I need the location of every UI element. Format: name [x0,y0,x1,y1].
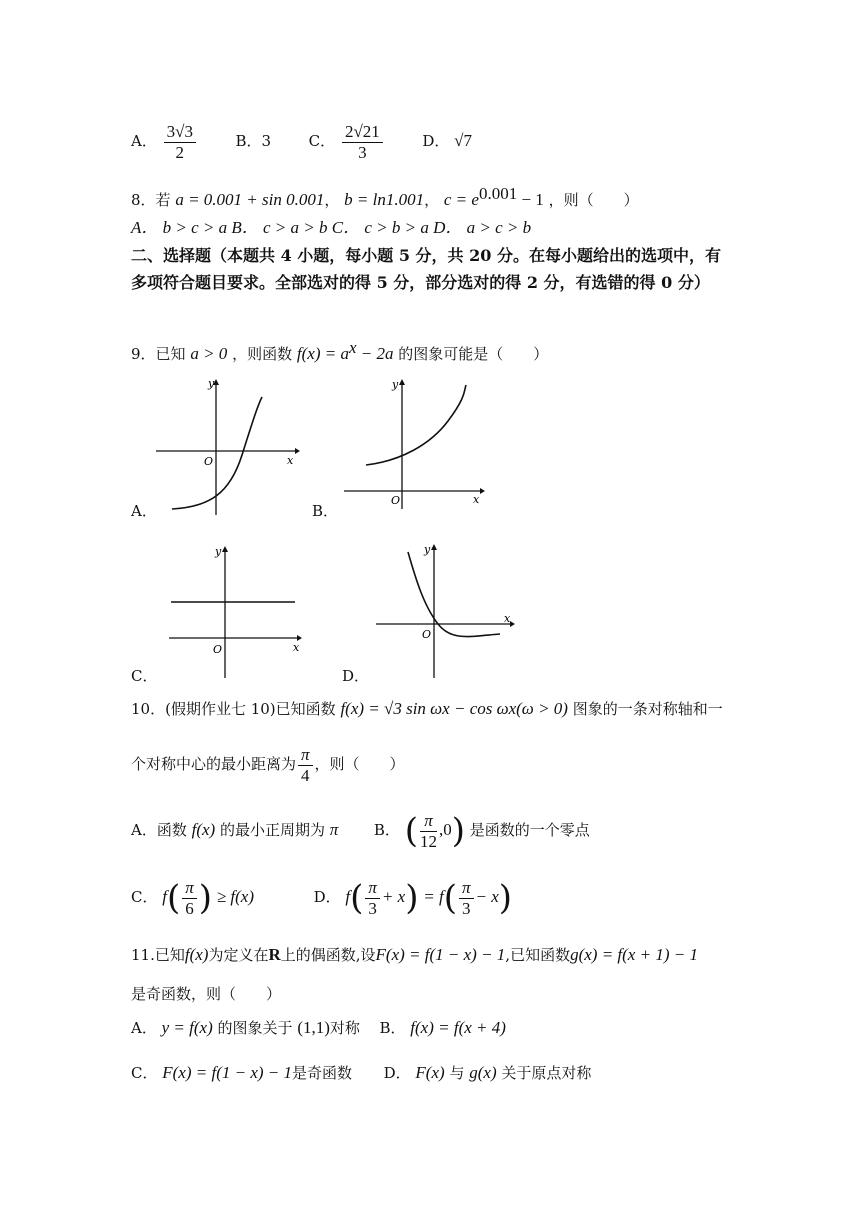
q7-option-c-denominator: 3 [358,142,367,162]
q7-option-a-numerator: 3√3 [164,122,196,143]
q10-option-b: B． [373,821,400,839]
q9-label-c: C． [131,667,158,685]
q11-option-a-point: (1,1) [297,1018,330,1037]
q11-option-c-expr: F(x) = f(1 − x) − 1 [162,1063,293,1082]
q11-options-cd [131,1062,591,1084]
q10-stem-line2 [131,742,405,786]
q7-option-c-numerator: 2√21 [342,122,383,143]
q11-option-d-mid: 与 [449,1064,465,1082]
q9-b-axis-x: x [473,493,480,506]
q9-label-d: D． [342,667,370,685]
q9-b-origin: O [391,494,401,507]
q10-options-cd: C． f( $\frac{\pi}{6}$ ) ≥ f(x) D． f( $\frac{\pi}{3}$ + x) = f( $\frac{\pi}{3}$ − x) [131,877,513,918]
q9-stem-prefix: 9．已知 [131,345,186,363]
q11-option-d-expr1: F(x) [415,1063,445,1082]
q11-option-b-expr: f(x) = f(x + 4) [410,1018,506,1037]
q8-a-expr: a = 0.001 + sin 0.001 [175,190,325,209]
q9-graph-a [150,375,300,515]
q10-option-c-fraction [182,878,197,919]
q8-stem: 8．若 a = 0.001 + sin 0.001， b = ln1.001， $c = e^{0.001} - 1$ ，则（ ） [131,184,639,209]
q10-function: f(x) = √3 sin ωx − cos ωx(ω > 0) [340,699,568,718]
q10-stem-prefix: 10．(假期作业七 10)已知函数 [131,700,336,718]
q8-c-exponent: 0.001 [478,184,518,203]
q10-stem [131,698,723,720]
q10-option-d-fraction-1 [365,878,380,919]
q11-option-d-expr2: g(x) [469,1063,497,1082]
q10-option-a-f: f(x) [191,820,216,839]
q10-option-c-pi: π [182,878,197,899]
q10-option-b-post: 是函数的一个零点 [469,821,590,839]
q9-a-axis-y: y [208,377,215,390]
q11-option-d: D． [383,1064,411,1082]
q9-c-axis-y: y [215,545,222,558]
q11-options-ab [131,1017,506,1039]
q9-b-axis-y: y [392,378,399,391]
q7-option-a-fraction [164,122,196,163]
q10-option-c: C． [131,888,158,906]
q10-option-a-pi: π [329,820,339,839]
q11-mid2: 上的偶函数,设 [280,946,376,964]
q9-d-origin: O [422,628,432,641]
q9-a-origin: O [204,455,214,468]
q7-options [131,118,472,164]
q11-g-def: g(x) = f(x + 1) − 1 [570,945,698,964]
q8-c-expr: c = e [443,190,479,209]
q9-d-axis-x: x [504,612,511,625]
q7-option-a-denominator: 2 [175,142,185,162]
q10-option-d-minus: − x [475,887,499,906]
q10-option-c-f: f [162,887,167,906]
q10-option-c-post: ≥ f(x) [216,887,255,906]
q8-b-expr: b = ln1.001 [344,190,425,209]
q11-option-a-end: 对称 [329,1019,360,1037]
q10-options-ab: A．函数 f(x) 的最小正周期为 π B． ( $\frac{\pi}{12}$ ,0) 是函数的一个零点 [131,810,590,851]
q9-graph-d [372,540,522,680]
q9-stem-mid: ，则函数 [232,345,293,363]
q11-stem [131,944,698,966]
q11-stem-pre: 11.已知 [131,946,185,964]
q7-option-a-label: A． [131,132,157,150]
q10-option-b-pi: π [420,811,437,832]
q11-option-a: A． [131,1019,157,1037]
q10-option-d: D． [313,888,341,906]
q9-label-a: A． [131,502,157,520]
q8-stem-suffix: ，则（ ） [548,191,639,209]
q10-stem-mid: 图象的一条对称轴和一 [572,700,723,718]
q11-option-d-post: 关于原点对称 [501,1064,592,1082]
q10-option-b-twelve: 12 [419,831,437,851]
q9-label-b: B． [312,502,339,520]
q7-option-d-label: D． [422,132,450,150]
q10-option-d-three-1: 3 [368,898,377,918]
q11-f: f(x) [184,945,209,964]
q9-stem-suffix: 的图象可能是（ ） [398,345,549,363]
q9-graph-b [340,375,490,515]
q9-stem [131,337,548,365]
q11-option-b: B． [379,1019,406,1037]
q10-option-d-plus: + x [381,887,406,906]
q10-pi-over-4 [298,745,313,786]
q10-line2-post: ，则（ ） [314,755,405,773]
q7-option-b: B．3 [235,132,272,150]
q10-option-d-f: f [345,887,351,906]
q11-mid3: ,已知函数 [505,946,571,964]
q8-stem-prefix: 8．若 [131,191,171,209]
q10-option-d-pi-2: π [459,878,474,899]
q11-option-a-expr: y = f(x) [161,1018,213,1037]
q8-options: A． b > c > a B． c > a > b C． c > b > a D． a > c > b [131,218,532,237]
q9-condition: a > 0 [190,344,228,363]
q7-option-d-value: √7 [454,131,472,150]
q8-c-expr-post: − 1 [517,190,544,209]
q9-function-post: − 2a [356,344,394,363]
q10-option-a-post: 的最小正周期为 [220,821,326,839]
q10-option-b-zero: ,0 [438,820,452,839]
q9-c-axis-x: x [293,641,300,654]
q9-d-axis-y: y [424,543,431,556]
q7-option-c-fraction [342,122,383,163]
q9-function: f(x) = a [296,344,349,363]
q10-option-b-fraction [420,811,437,852]
q7-option-c-label: C． [308,132,336,150]
q11-F-def: F(x) = f(1 − x) − 1 [375,945,506,964]
q9-a-axis-x: x [287,454,294,467]
q10-line2-pre: 个对称中心的最小距离为 [131,755,297,773]
q11-stem-line2: 是奇函数，则（ ） [131,985,282,1003]
q10-option-d-pi-1: π [365,878,380,899]
q10-four: 4 [301,765,310,785]
q10-option-d-eq: = f [423,887,444,906]
q10-pi: π [298,745,313,766]
section-2-heading: 二、选择题（本题共 4 小题，每小题 5 分，共 20 分。在每小题给出的选项中，有多项符合题目要求。全部选对的得 5 分，部分选对的得 2 分，有选错的得 0 分） [131,246,721,292]
q10-option-d-three-2: 3 [461,898,471,918]
q10-option-c-six: 6 [185,898,194,918]
q11-option-c: C． [131,1064,158,1082]
q9-graph-c [165,542,305,680]
q9-c-origin: O [213,643,223,656]
q11-option-a-post: 的图象关于 [217,1019,293,1037]
q10-option-d-fraction-2 [459,878,474,919]
q11-option-c-post: 是奇函数 [292,1064,353,1082]
q9-function-exponent: x [348,338,357,357]
q11-R: R [268,945,281,964]
q11-mid1: 为定义在 [208,946,269,964]
q10-option-a: A．函数 [131,821,187,839]
